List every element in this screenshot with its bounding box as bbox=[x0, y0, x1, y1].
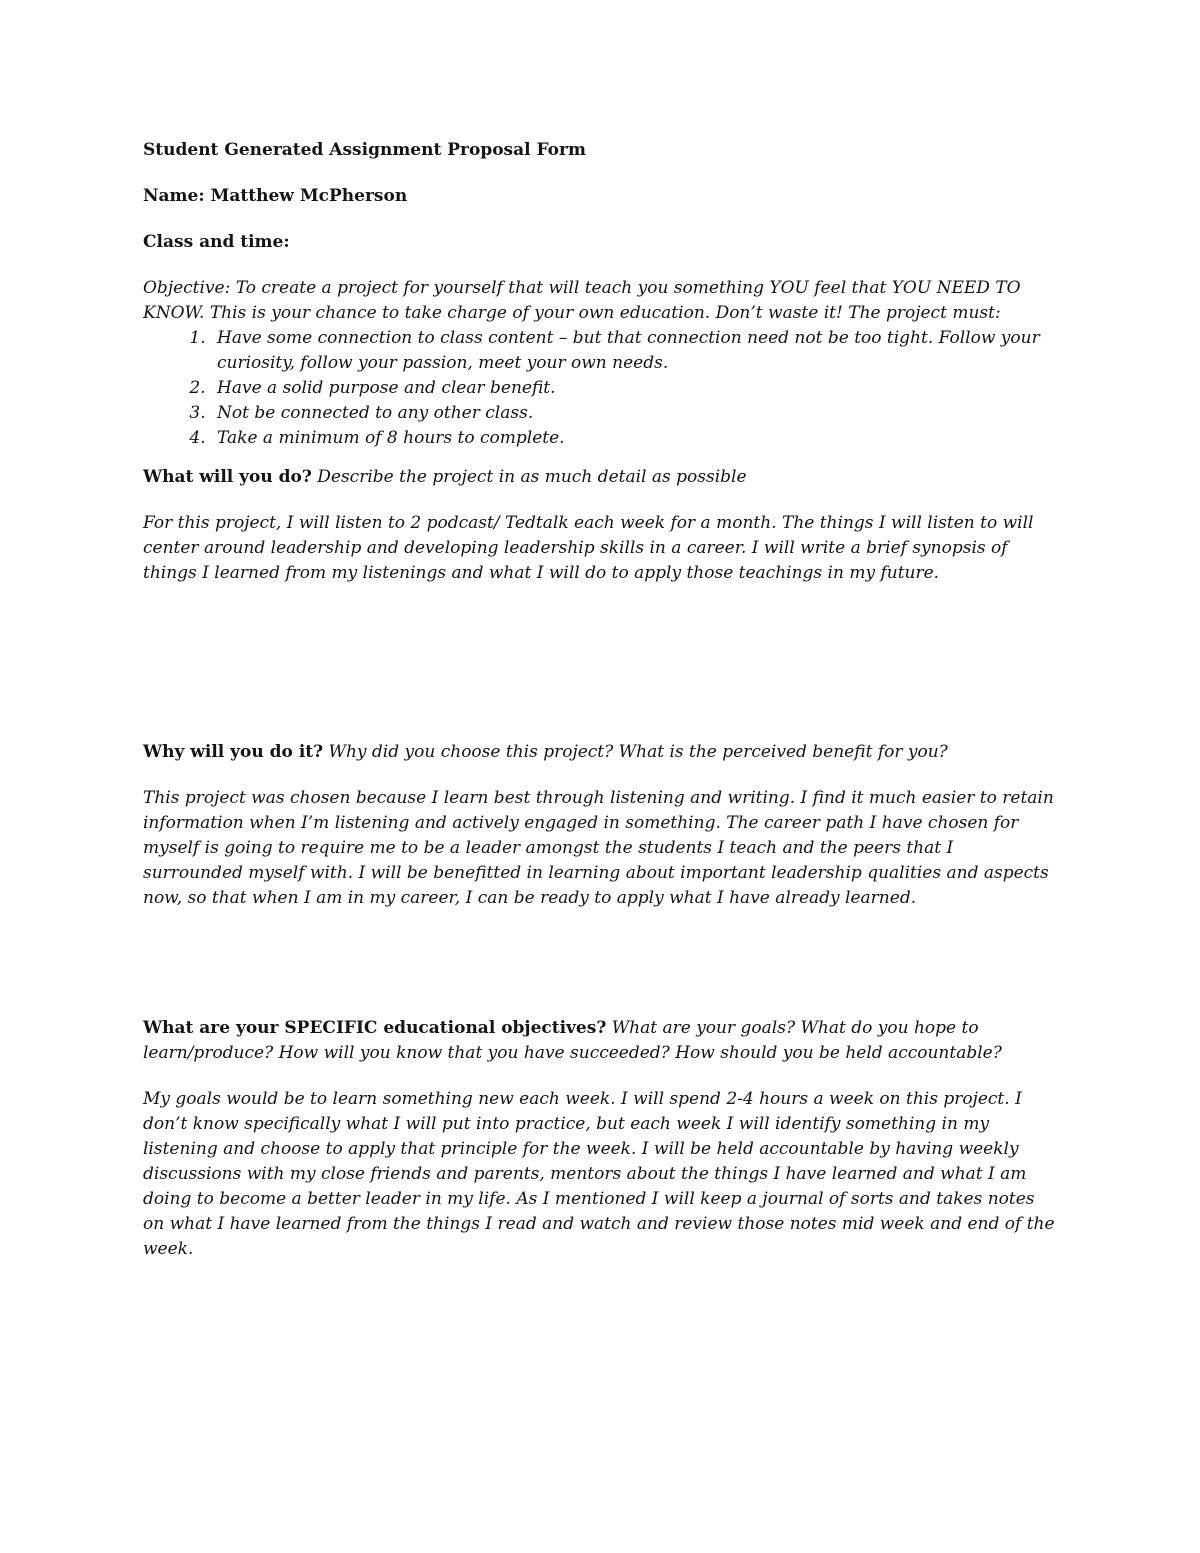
requirement-item: 1. Have some connection to class content – but that connection need not be too tight. Follow your curiosity, follow your passion, meet your own needs. bbox=[211, 326, 1058, 376]
section-heading-prompt: What are your goals? What do you hope to learn/produce? How will you know that you have succeeded? How should you be held accountable? bbox=[143, 1018, 1002, 1063]
requirement-item: 2. Have a solid purpose and clear benefit. bbox=[211, 376, 1058, 401]
project-requirements-list bbox=[143, 326, 1058, 451]
document-title: Student Generated Assignment Proposal Form bbox=[143, 140, 586, 160]
objective-intro: Objective: To create a project for yourself that will teach you something YOU feel that YOU NEED TO KNOW. This is your chance to take charge of your own education. Don’t waste it! The project must: bbox=[143, 278, 1021, 323]
answer-space bbox=[143, 607, 1058, 740]
section-objectives-answer: My goals would be to learn something new each week. I will spend 2-4 hours a week on this project. I don’t know specifically what I will put into practice, but each week I will identify something in my listening and choose to apply that principle for the week. I will be held accountable by having weekly discussions with my close friends and parents, mentors about the things I have learned and what I am doing to become a better leader in my life. As I mentioned I will keep a journal of sorts and takes notes on what I have learned from the things I read and watch and review those notes mid week and end of the week. bbox=[143, 1089, 1055, 1259]
section-what-answer: For this project, I will listen to 2 podcast/ Tedtalk each week for a month. The things I will listen to will center around leadership and developing leadership skills in a career. I will write a brief synopsis of things I learned from my listenings and what I will do to apply those teachings in my future. bbox=[143, 513, 1034, 583]
section-heading-prompt: Describe the project in as much detail as possible bbox=[317, 467, 747, 487]
section-objectives-heading bbox=[143, 1016, 1058, 1066]
requirement-item: 4. Take a minimum of 8 hours to complete. bbox=[211, 426, 1058, 451]
section-what-heading bbox=[143, 465, 1058, 490]
student-name-line: Name: Matthew McPherson bbox=[143, 186, 408, 206]
answer-space bbox=[143, 932, 1058, 1016]
section-heading-label: Why will you do it? bbox=[143, 742, 324, 762]
section-why-answer: This project was chosen because I learn best through listening and writing. I find it much easier to retain information when I’m listening and actively engaged in something. The career path I have chosen for myself is going to require me to be a leader amongst the students I teach and the peers that I surrounded myself with. I will be benefitted in learning about important leadership qualities and aspects now, so that when I am in my career, I can be ready to apply what I have already learned. bbox=[143, 788, 1054, 908]
section-heading-label: What are your SPECIFIC educational objectives? bbox=[143, 1018, 607, 1038]
requirement-item: 3. Not be connected to any other class. bbox=[211, 401, 1058, 426]
section-why-heading bbox=[143, 740, 1058, 765]
section-heading-label: What will you do? bbox=[143, 467, 312, 487]
class-and-time-line: Class and time: bbox=[143, 232, 290, 252]
section-heading-prompt: Why did you choose this project? What is the perceived benefit for you? bbox=[328, 742, 948, 762]
